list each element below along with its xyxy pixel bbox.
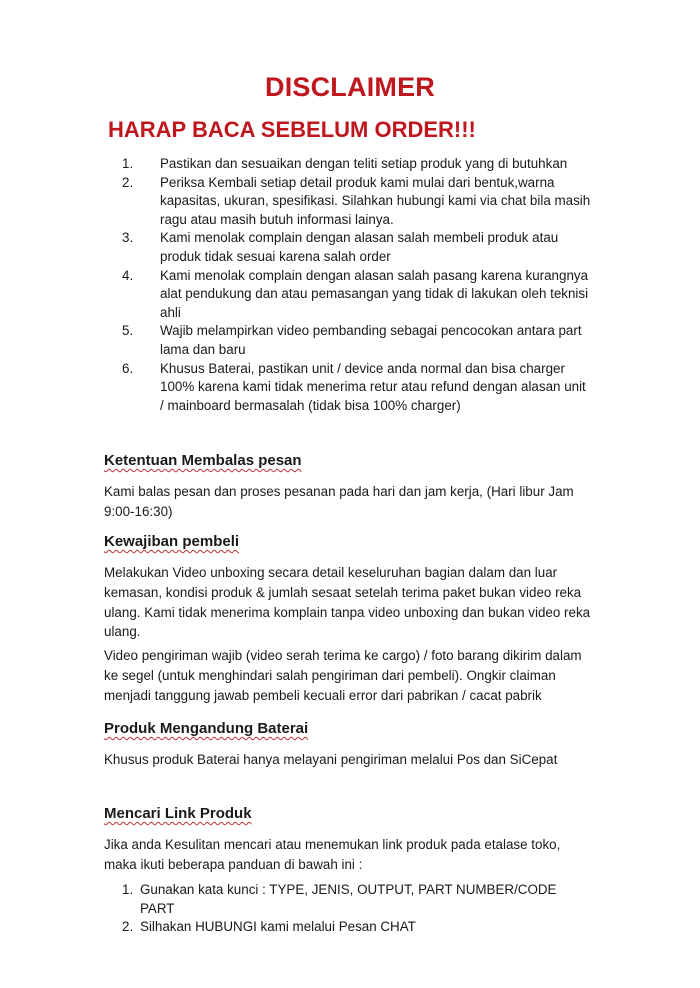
rule-item: 2. Periksa Kembali setiap detail produk kami mulai dari bentuk,warna kapasitas, ukuran, spesifikasi. Silahkan hubungi kami via chat bila masih ragu atau masih butuh informasi lainya. xyxy=(122,174,591,227)
rule-item: 3. Kami menolak complain dengan alasan salah membeli produk atau produk tidak sesuai karena salah order xyxy=(122,230,559,264)
rule-item: 4. Kami menolak complain dengan alasan salah pasang karena kurangnya alat pendukung dan atau pemasangan yang tidak di lakukan oleh teknisi ahli xyxy=(122,267,589,320)
rules-list xyxy=(122,155,592,415)
find-link-body: Jika anda Kesulitan mencari atau menemukan link produk pada etalase toko, maka ikuti beberapa panduan di bawah ini : xyxy=(104,837,561,872)
battery-body: Khusus produk Baterai hanya melayani pengiriman melalui Pos dan SiCepat xyxy=(104,752,558,767)
step-item: 2. Silhakan HUBUNGI kami melalui Pesan CHAT xyxy=(122,919,416,935)
buyer-obligations-heading: Kewajiban pembeli xyxy=(104,533,240,550)
rule-item: 6. Khusus Baterai, pastikan unit / device anda normal dan bisa charger 100% karena kami tidak menerima retur atau refund dengan alasan unit / mainboard bermasalah (tidak bisa 100% charger) xyxy=(122,360,586,413)
reply-policy-heading: Ketentuan Membalas pesan xyxy=(104,452,302,469)
document-title: DISCLAIMER xyxy=(265,72,435,102)
rule-item: 1. Pastikan dan sesuaikan dengan teliti setiap produk yang di butuhkan xyxy=(122,156,568,171)
reply-policy-body: Kami balas pesan dan proses pesanan pada hari dan jam kerja, (Hari libur Jam 9:00-16:30) xyxy=(104,484,574,519)
rule-item: 5. Wajib melampirkan video pembanding sebagai pencocokan antara part lama dan baru xyxy=(122,323,582,357)
buyer-obligations-body-2: Video pengiriman wajib (video serah terima ke cargo) / foto barang dikirim dalam ke segel (untuk menghindari salah pengiriman dari pembeli). Ongkir claiman menjadi tanggung jawab pembeli kecuali error dari pabrikan / cacat pabrik xyxy=(104,648,582,703)
battery-heading: Produk Mengandung Baterai xyxy=(104,720,309,737)
step-item: 1. Gunakan kata kunci : TYPE, JENIS, OUTPUT, PART NUMBER/CODE PART xyxy=(122,882,557,916)
document-subtitle: HARAP BACA SEBELUM ORDER!!! xyxy=(108,117,476,142)
find-link-steps xyxy=(122,881,592,937)
buyer-obligations-body-1: Melakukan Video unboxing secara detail keseluruhan bagian dalam dan luar kemasan, kondisi produk & jumlah sesaat setelah terima paket bukan video reka ulang. Kami tidak menerima komplain tanpa video unboxing dan bukan video reka ulang. xyxy=(104,565,591,640)
find-link-heading: Mencari Link Produk xyxy=(104,805,252,822)
